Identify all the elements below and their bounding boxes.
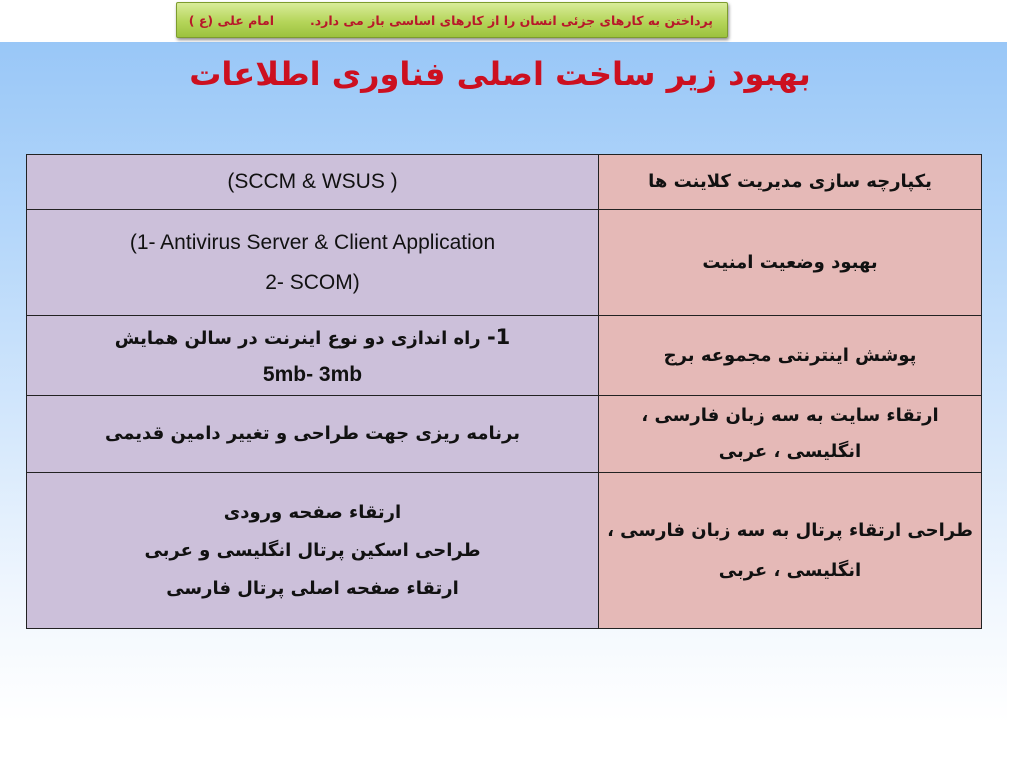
- topic-text: پوشش اینترنتی مجموعه برج: [663, 344, 917, 366]
- details-cell: [27, 396, 599, 473]
- details-text: 2- SCOM): [265, 270, 360, 294]
- topic-cell: [599, 210, 982, 316]
- details-text: ارتقاء صفحه ورودی: [223, 501, 402, 523]
- details-text: طراحی اسکین پرتال انگلیسی و عربی: [144, 539, 481, 561]
- topic-cell: [599, 473, 982, 629]
- details-text: (1- Antivirus Server & Client Application: [129, 230, 496, 254]
- details-bandwidth: 5mb- 3mb: [262, 362, 363, 386]
- topic-cell: [599, 155, 982, 210]
- banner-author: امام علی (ع ): [188, 12, 274, 28]
- details-text: برنامه ریزی جهت طراحی و تغییر دامین قدیمی: [105, 423, 520, 444]
- details-number: 1-: [486, 324, 511, 349]
- details-cell: [27, 473, 599, 629]
- details-cell: [27, 155, 599, 210]
- projects-table: [26, 154, 982, 629]
- banner-quote: پرداختن به کارهای جزئی انسان را از کارهای اساسی باز می دارد.: [309, 12, 713, 28]
- topic-text: یکپارچه سازی مدیریت کلاینت ها: [648, 171, 932, 192]
- topic-cell: [599, 316, 982, 396]
- table-row: [27, 316, 982, 396]
- details-cell: [27, 210, 599, 316]
- quote-banner: [176, 2, 728, 38]
- topic-text: بهبود وضعیت امنیت: [702, 251, 878, 273]
- table-row: [27, 473, 982, 629]
- details-text: (SCCM & WSUS ): [227, 170, 398, 193]
- topic-cell: [599, 396, 982, 473]
- details-text: [33, 319, 592, 357]
- slide-title: بهبود زیر ساخت اصلی فناوری اطلاعات: [189, 55, 811, 93]
- table-row: [27, 396, 982, 473]
- slide-edge: [1007, 42, 1024, 768]
- topic-text: طراحی ارتقاء پرتال به سه زبان فارسی ، انگلیسی ، عربی: [607, 519, 973, 581]
- details-text: ارتقاء صفحه اصلی پرتال فارسی: [166, 577, 459, 599]
- table-row: [27, 210, 982, 316]
- topic-text: ارتقاء سایت به سه زبان فارسی ، انگلیسی ، عربی: [641, 405, 939, 462]
- details-line: راه اندازی دو نوع اینرنت در سالن همایش: [114, 327, 481, 349]
- table-row: [27, 155, 982, 210]
- details-cell: [27, 316, 599, 396]
